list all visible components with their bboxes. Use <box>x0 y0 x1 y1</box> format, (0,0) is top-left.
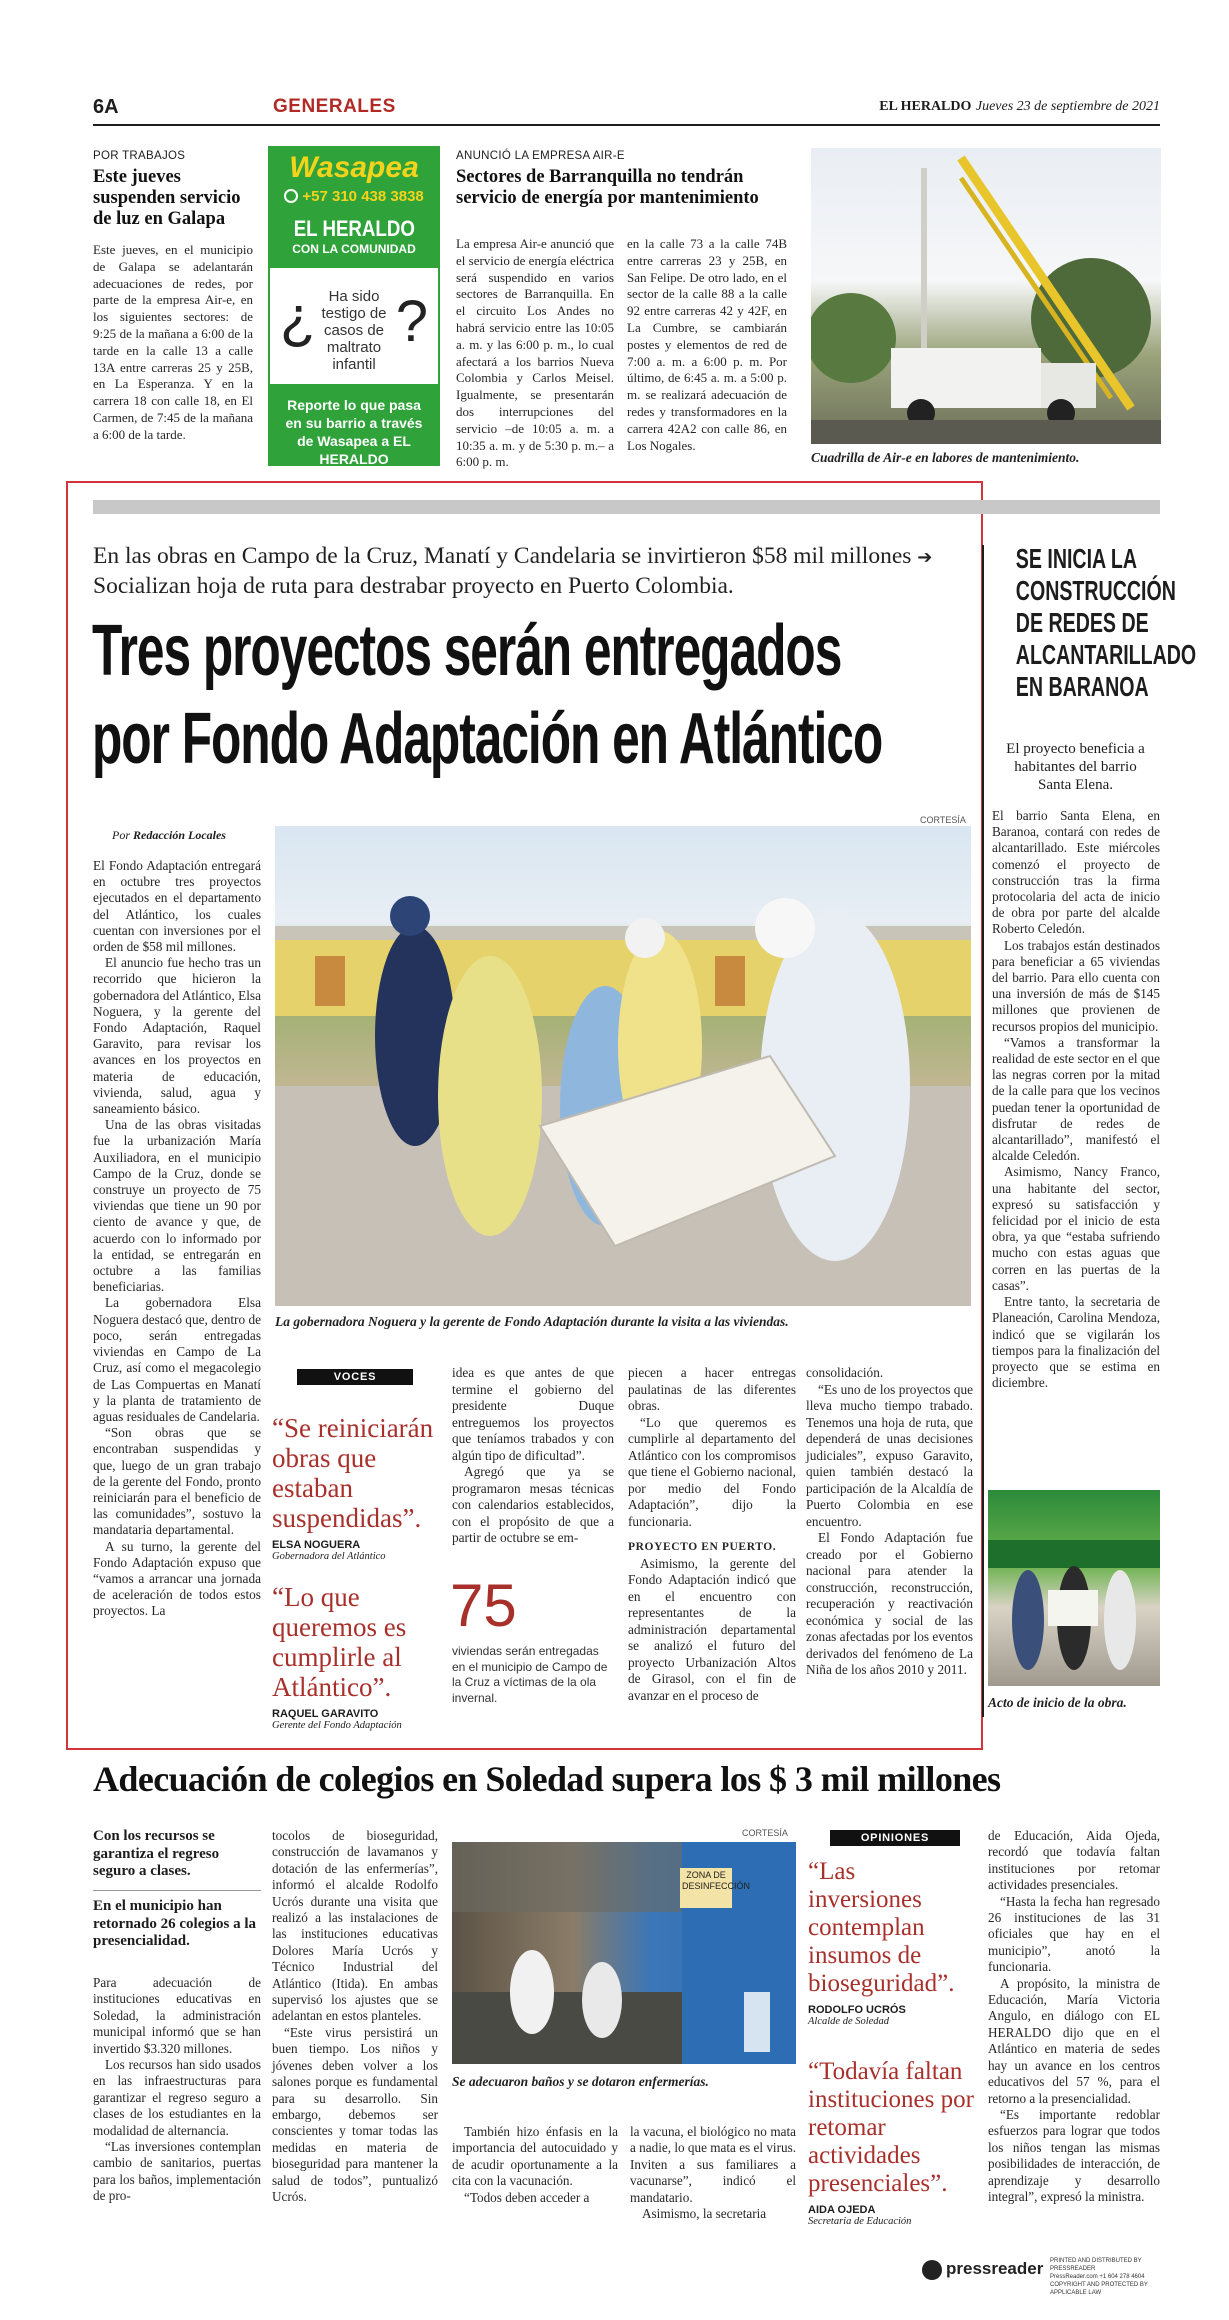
photo-credit: CORTESÍA <box>920 815 966 825</box>
question-card: ¿ ? Ha sido testigo de casos de maltrato infantil <box>270 270 438 380</box>
quote-noguera: “Se reiniciarán obras que estaban suspendidas”. ELSA NOGUERA Gobernadora del Atlántico <box>272 1413 434 1562</box>
wasapea-brand-sub: CON LA COMUNIDAD <box>292 242 416 256</box>
footer-line2: PressReader.com +1 604 278 4604 <box>1050 2274 1145 2280</box>
whatsapp-icon <box>284 189 298 203</box>
brief-body: Este jueves, en el municipio de Galapa se adelantarán adecuaciones de redes, por parte de la empresa Air-e, en los siguientes sectores: de 9:25 de la mañana a 6:00 de la tarde en la calle 13 a calle 13A entre carreras 25 y 25B, en La Esperanza. Y en la carrera 18 con calle 18, en El Carmen, de 7:45 de la mañana a 6:00 de la tarde. <box>93 242 253 442</box>
wasapea-title: Wasapea <box>270 148 438 188</box>
wasapea-cta[interactable]: Reporte lo que pasa en su barrio a través de Wasapea a EL HERALDO <box>270 384 438 464</box>
stat-number: 75 <box>450 1572 517 1639</box>
masthead-name: EL HERALDO <box>879 99 972 114</box>
pressreader-brand: pressreader <box>946 2259 1044 2278</box>
feature-top-bar <box>93 500 1160 514</box>
footer-line1: PRINTED AND DISTRIBUTED BY PRESSREADER <box>1050 2258 1142 2272</box>
colegios-col4: la vacuna, el biológico no mata a nadie, lo que mata es el virus. Inviten a sus familiares a vacunarse”, indicó el mandatario. Asimismo, la secretaria <box>630 2124 796 2222</box>
brief-luz <box>93 150 253 444</box>
feature-col4: piecen a hacer entregas paulatinas de las diferentes obras. “Lo que queremos es cumplirle al departamento del Atlántico con los compromisos que tiene el Gobierno nacional, por medio del Fondo Adaptación”, dijo la funcionaria. PROYECTO EN PUERTO. Asimismo, la gerente del Fondo Adaptación indicó que en el encuentro con representantes de la administración departamental se analizó el futuro del proyecto Urbanización Altos de Girasol, con el fin de avanzar en el proceso de <box>628 1365 796 1703</box>
crane-truck-illustration <box>811 148 1161 444</box>
air-e-photo-caption: Cuadrilla de Air-e en labores de mantenimiento. <box>811 450 1080 465</box>
header-rule <box>93 124 1160 126</box>
classroom-illustration <box>452 1842 796 2064</box>
quote-ucros: “Las inversiones contemplan insumos de bioseguridad”. RODOLFO UCRÓS Alcalde de Soledad <box>808 1858 955 2027</box>
side-headline: SE INICIA LA CONSTRUCCIÓN DE REDES DE ALCANTARILLADO EN BARANOA <box>1015 543 1197 702</box>
stat-text: viviendas serán entregadas en el municipio de Campo de la Cruz a víctimas de la ola invernal. <box>452 1644 608 1705</box>
colegios-col3: También hizo énfasis en la importancia del autocuidado y de acudir oportunamente a la cita con la vacunación. “Todos deben acceder a <box>452 2124 618 2205</box>
wasapea-ad <box>268 146 440 466</box>
brief-kicker: POR TRABAJOS <box>93 150 186 162</box>
brief-headline: Este jueves suspenden servicio de luz en Galapa <box>93 167 241 229</box>
feature-col1: El Fondo Adaptación entregará en octubre tres proyectos ejecutados en el departamento del Atlántico, los cuales cuentan con inversiones por el orden de $58 mil millones. El anuncio fue hecho tras un recorrido que hicieron la gobernadora del Atlántico, Elsa Noguera, y la gerente del Fondo Adaptación, Raquel Garavito, para revisar los avances en los proyectos en materia de educación, vivienda, salud, agua y saneamiento básico. Una de las obras visitadas fue la urbanización María Auxiliadora, en el municipio Campo de la Cruz, donde se construye un proyecto de 75 viviendas que tiene un 90 por ciento de avance y que, de acuerdo con lo informado por la entidad, se entregarán en octubre a las familias beneficiarias. La gobernadora Elsa Noguera destacó que, dentro de poco, serán entregadas viviendas en Campo de La Cruz, así como el megacolegio de Las Compuertas en Manatí y la planta de tratamiento de aguas residuales de Candelaria. “Son obras que se encontraban suspendidas y que, luego de un gran trabajo de la gerente del Fondo, pronto reiniciarán para el beneficio de las comunidades”, sostuvo la mandataria departamental. A su turno, la gerente del Fondo Adaptación expuso que “vamos a arrancar una jornada de aceleración de todos estos proyectos. La <box>93 858 261 1619</box>
byline: Por Redacción Locales <box>112 828 226 842</box>
page-header <box>93 96 1160 122</box>
feature-headline-line1: Tres proyectos serán entregados <box>92 611 842 691</box>
baranoa-caption: Acto de inicio de la obra. <box>988 1695 1127 1710</box>
quote-ojeda: “Todavía faltan instituciones por retomar actividades presenciales”. AIDA OJEDA Secretaria de Educación <box>808 2058 974 2227</box>
side-divider <box>982 545 984 1717</box>
feature-headline-line2: por Fondo Adaptación en Atlántico <box>92 699 883 779</box>
opiniones-label: OPINIONES <box>830 1830 960 1846</box>
colegios-headline: Adecuación de colegios en Soledad supera los $ 3 mil millones <box>93 1759 1001 1799</box>
side-deck: El proyecto beneficia a habitantes del barrio Santa Elena. <box>1006 741 1145 793</box>
wasapea-phone: +57 310 438 3838 <box>270 188 438 210</box>
pressreader-footer <box>922 2256 1162 2296</box>
brief-kicker: ANUNCIÓ LA EMPRESA AIR-E <box>456 150 625 162</box>
quote-garavito: “Lo que queremos es cumplirle al Atlántico”. RAQUEL GARAVITO Gerente del Fondo Adaptación <box>272 1582 407 1731</box>
classroom-photo <box>452 1842 796 2064</box>
arrow-right-icon: ➔ <box>917 547 933 568</box>
governor-visit-photo <box>275 826 971 1306</box>
footer-line3: COPYRIGHT AND PROTECTED BY APPLICABLE LAW <box>1050 2282 1148 2296</box>
wasapea-question: Ha sido testigo de casos de maltrato infantil <box>321 288 387 373</box>
voces-label: VOCES <box>297 1369 413 1385</box>
classroom-caption: Se adecuaron baños y se dotaron enfermerías. <box>452 2074 709 2089</box>
section-name: GENERALES <box>273 96 396 117</box>
feature-col3: idea es que antes de que termine el gobierno del presidente Duque entreguemos los proyectos que teníamos trabados y con algún tipo de dificultad”. Agregó que ya se programaron mesas técnicas con calendarios establecidos, con el propósito de que a partir de octubre se em- <box>452 1365 614 1545</box>
baranoa-ceremony-photo <box>988 1490 1160 1686</box>
colegios-col1: Para adecuación de instituciones educativas en Soledad, la administración municipal informó que se han invertido $3.320 millones. Los recursos han sido usados en las infraestructuras para garantizar el regreso seguro a clases de los estudiantes en la modalidad de alternancia. “Las inversiones contemplan cambio de sanitarios, puertas para los baños, implementación de pro- <box>93 1975 261 2204</box>
colegios-deck2: En el municipio han retornado 26 colegios a la presencialidad. <box>93 1898 257 1949</box>
deck-divider <box>93 1890 261 1891</box>
wasapea-brand: EL HERALDO <box>293 216 415 241</box>
subhead-puerto: PROYECTO EN PUERTO. <box>628 1541 777 1553</box>
pressreader-logo-icon <box>922 2260 942 2280</box>
brief-energia-col2: en la calle 73 a la calle 74B entre carreras 23 y 25B, en San Felipe. De otro lado, en el sector de la calle 88 a la calle 92 entre carreras 42 y 42F, en La Cumbre, se cambiarán postes y elementos de red de 7:00 a. m. a 6:00 p. m. Por último, de 6:45 a. m. a 5:00 p. m. se realizará adecuación de redes y transformadores en la carrera 42A2 con calle 86, en Los Nogales. <box>627 236 787 453</box>
side-body: El barrio Santa Elena, en Baranoa, contará con redes de alcantarillado. Este miércoles comenzó el proyecto de construcción tras la firma protocolaria del acta de inicio de obra por parte del alcalde Roberto Celedón. Los trabajos están destinados para beneficiar a 65 viviendas del barrio. Para ello cuenta con una inversión de más de $145 millones que provienen de recursos propios del municipio. “Vamos a transformar la realidad de este sector en el que las negras corren por la mitad de la calle para que los vecinos puedan tener la oportunidad de disfrutar de redes de alcantarillado”, manifestó el alcalde Celedón. Asimismo, Nancy Franco, una habitante del sector, expresó su satisfacción y felicidad por el inicio de esta obra, ya que “estaba sufriendo mucho con estas aguas que corren en las puertas de la casas”. Entre tanto, la secretaria de Planeación, Carolina Mendoza, indicó que se vigilarán los tiempos para la finalización del proyecto que se estima en diciembre. <box>992 808 1160 1391</box>
colegios-col2: tocolos de bioseguridad, construcción de lavamanos y dotación de las enfermerías”, informó el alcalde Rodolfo Ucrós durante una visita que realizó a las instalaciones de las instituciones educativas Dolores María Ucrós y Técnico Industrial del Atlántico (Itida). En ambas supervisó los ajustes que se adelantan en estos planteles. “Este virus persistirá un buen tiempo. Los niños y jóvenes deben volver a los salones porque es fundamental para su desarrollo. Sin embargo, debemos ser conscientes y tomar todas las medidas en materia de bioseguridad para mantener la salud de todos”, puntualizó Ucrós. <box>272 1828 438 2204</box>
site-visit-illustration <box>275 826 971 1306</box>
issue-date: Jueves 23 de septiembre de 2021 <box>975 99 1160 114</box>
colegios-deck1: Con los recursos se garantiza el regreso seguro a clases. <box>93 1828 220 1879</box>
brief-headline: Sectores de Barranquilla no tendrán servicio de energía por mantenimiento <box>456 167 759 208</box>
ceremony-illustration <box>988 1490 1160 1686</box>
brief-energia <box>456 150 786 209</box>
disinfection-sign: ZONA DE DESINFECCIÓN <box>680 1868 732 1908</box>
colegios-col6: de Educación, Aida Ojeda, recordó que todavía faltan instituciones por retomar actividades presenciales. “Hasta la fecha han regresado 26 instituciones de las 31 oficiales que hay en el municipio”, anotó la funcionaria. A propósito, la ministra de Educación, María Victoria Angulo, en diálogo con EL HERALDO dijo que en el Atlántico en materia de sedes hay un avance en los centros educativos del 57 %, para el retorno a la presencialidad. “Es importante redoblar esfuerzos para lograr que todos los niños tengan las mismas posibilidades de interacción, de aprendizaje y desarrollo integral”, expresó la ministra. <box>988 1828 1160 2204</box>
colegios-photo-credit: CORTESÍA <box>742 1828 788 1838</box>
air-e-crew-photo <box>811 148 1161 444</box>
page-number: 6A <box>93 96 119 118</box>
brief-energia-col1: La empresa Air-e anunció que el servicio de energía eléctrica será suspendido en varios sectores de Barranquilla. En el circuito Los Andes no habrá servicio entre las 10:05 a. m. y las 6:00 p. m., lo cual afectará a los barrios Nueva Colombia y Carlos Meisel. Igualmente, se presentarán dos interrupciones del servicio –de 10:05 a. m. a 10:35 a. m. y de 5:30 p. m.– a 6:00 p. m. <box>456 236 614 470</box>
feature-col5: consolidación. “Es uno de los proyectos que lleva mucho tiempo trabado. Tenemos una hoja de ruta, que dependerá de unas decisiones judiciales”, expuso Garavito, quien también destacó la participación de la Alcaldía de Puerto Colombia en ese encuentro. El Fondo Adaptación fue creado por el Gobierno nacional para atender la construcción, reconstrucción, recuperación y reactivación económica y social de las zonas afectadas por los eventos derivados del fenómeno de La Niña de los años 2010 y 2011. <box>806 1365 973 1677</box>
main-photo-caption: La gobernadora Noguera y la gerente de Fondo Adaptación durante la visita a las viviendas. <box>275 1314 789 1329</box>
feature-summary: En las obras en Campo de la Cruz, Manatí y Candelaria se invirtieron $58 mil millones ➔ Socializan hoja de ruta para destrabar proyecto en Puerto Colombia. <box>93 543 933 599</box>
